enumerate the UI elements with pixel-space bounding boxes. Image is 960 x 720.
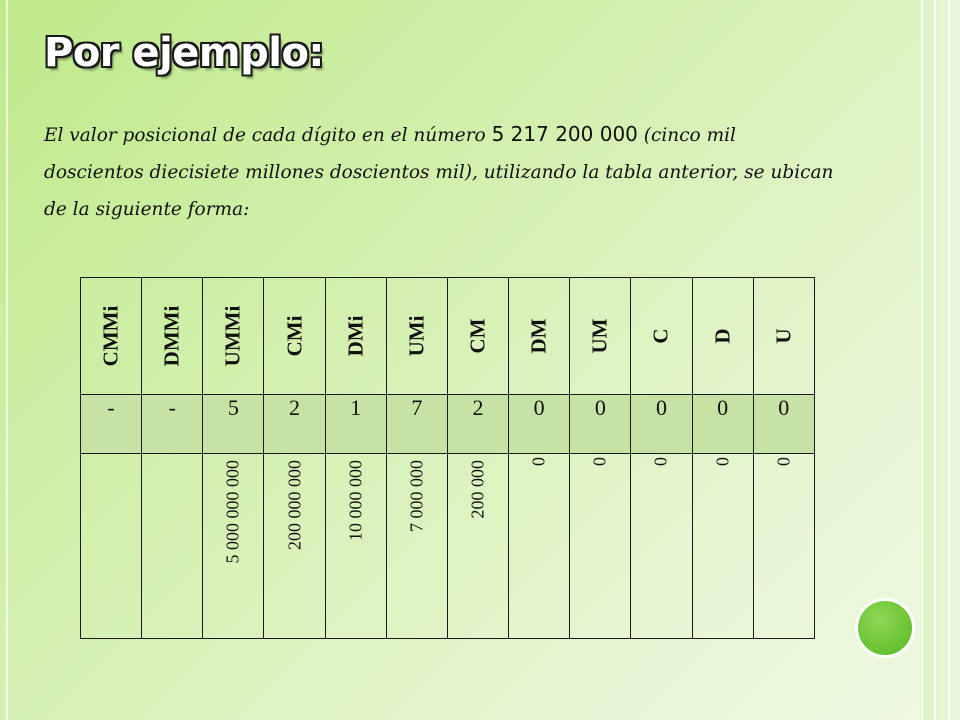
column-header-label: U [771, 328, 796, 344]
column-header-label: DM [526, 318, 551, 354]
column-header-label: C [648, 328, 673, 344]
value-cell-text: 10 000 000 [345, 460, 366, 541]
column-header [203, 278, 264, 395]
value-cell [81, 454, 142, 639]
column-header-label: CMi [282, 315, 307, 357]
value-cell [264, 454, 325, 639]
decorative-circle [855, 598, 915, 658]
header-row [81, 278, 815, 395]
value-cell [447, 454, 508, 639]
place-value-table [80, 277, 815, 639]
column-header [81, 278, 142, 395]
digit-cell: - [81, 395, 142, 454]
digit-cell: 0 [570, 395, 631, 454]
value-cell-text: 7 000 000 [406, 460, 427, 532]
column-header-label: DMi [343, 315, 368, 357]
value-cell-text: 0 [650, 457, 671, 466]
value-cell-text: 0 [589, 457, 610, 466]
value-cell-text: 0 [712, 457, 733, 466]
column-header-label: CM [465, 318, 490, 354]
value-cell [631, 454, 692, 639]
column-header-label: D [710, 328, 735, 344]
digit-cell: 0 [509, 395, 570, 454]
decorative-line [921, 0, 923, 720]
column-header [753, 278, 814, 395]
digit-cell: 0 [631, 395, 692, 454]
digit-cell: 2 [447, 395, 508, 454]
value-cell-text: 0 [528, 457, 549, 466]
column-header [447, 278, 508, 395]
digit-cell: 2 [264, 395, 325, 454]
column-header [509, 278, 570, 395]
column-header [570, 278, 631, 395]
example-number: 5 217 200 000 [491, 122, 638, 146]
column-header [386, 278, 447, 395]
column-header [631, 278, 692, 395]
decorative-line [948, 0, 950, 720]
value-cell [203, 454, 264, 639]
column-header-label: CMMi [98, 305, 123, 367]
column-header [692, 278, 753, 395]
digit-cell: - [142, 395, 203, 454]
column-header-label: UMi [404, 315, 429, 357]
digit-cell: 1 [325, 395, 386, 454]
decorative-line [934, 0, 936, 720]
value-cell-text: 200 000 [467, 460, 488, 519]
column-header-label: DMMi [159, 305, 184, 367]
digit-cell: 5 [203, 395, 264, 454]
column-header-label: UMMi [220, 305, 245, 367]
value-cell [325, 454, 386, 639]
digit-row [81, 395, 815, 454]
paragraph-text-after: (cinco mil doscientos diecisiete millones doscientos mil), utilizando la tabla anterior, se ubican de la siguiente forma: [44, 125, 834, 220]
digit-cell: 0 [692, 395, 753, 454]
value-cell-text: 200 000 000 [284, 460, 305, 550]
digit-cell: 0 [753, 395, 814, 454]
digit-cell: 7 [386, 395, 447, 454]
value-row [81, 454, 815, 639]
value-cell [386, 454, 447, 639]
paragraph-text-before: El valor posicional de cada dígito en el número [44, 125, 492, 146]
decorative-frame-line [6, 0, 8, 720]
slide-title: Por ejemplo: [44, 30, 324, 76]
slide-paragraph [44, 116, 834, 228]
column-header [264, 278, 325, 395]
column-header [325, 278, 386, 395]
column-header [142, 278, 203, 395]
value-cell-text: 0 [773, 457, 794, 466]
decorative-side-strip [920, 0, 960, 720]
value-cell [509, 454, 570, 639]
value-cell [692, 454, 753, 639]
value-cell-text: 5 000 000 000 [222, 460, 243, 564]
value-cell [753, 454, 814, 639]
value-cell [570, 454, 631, 639]
value-cell [142, 454, 203, 639]
column-header-label: UM [587, 318, 612, 354]
